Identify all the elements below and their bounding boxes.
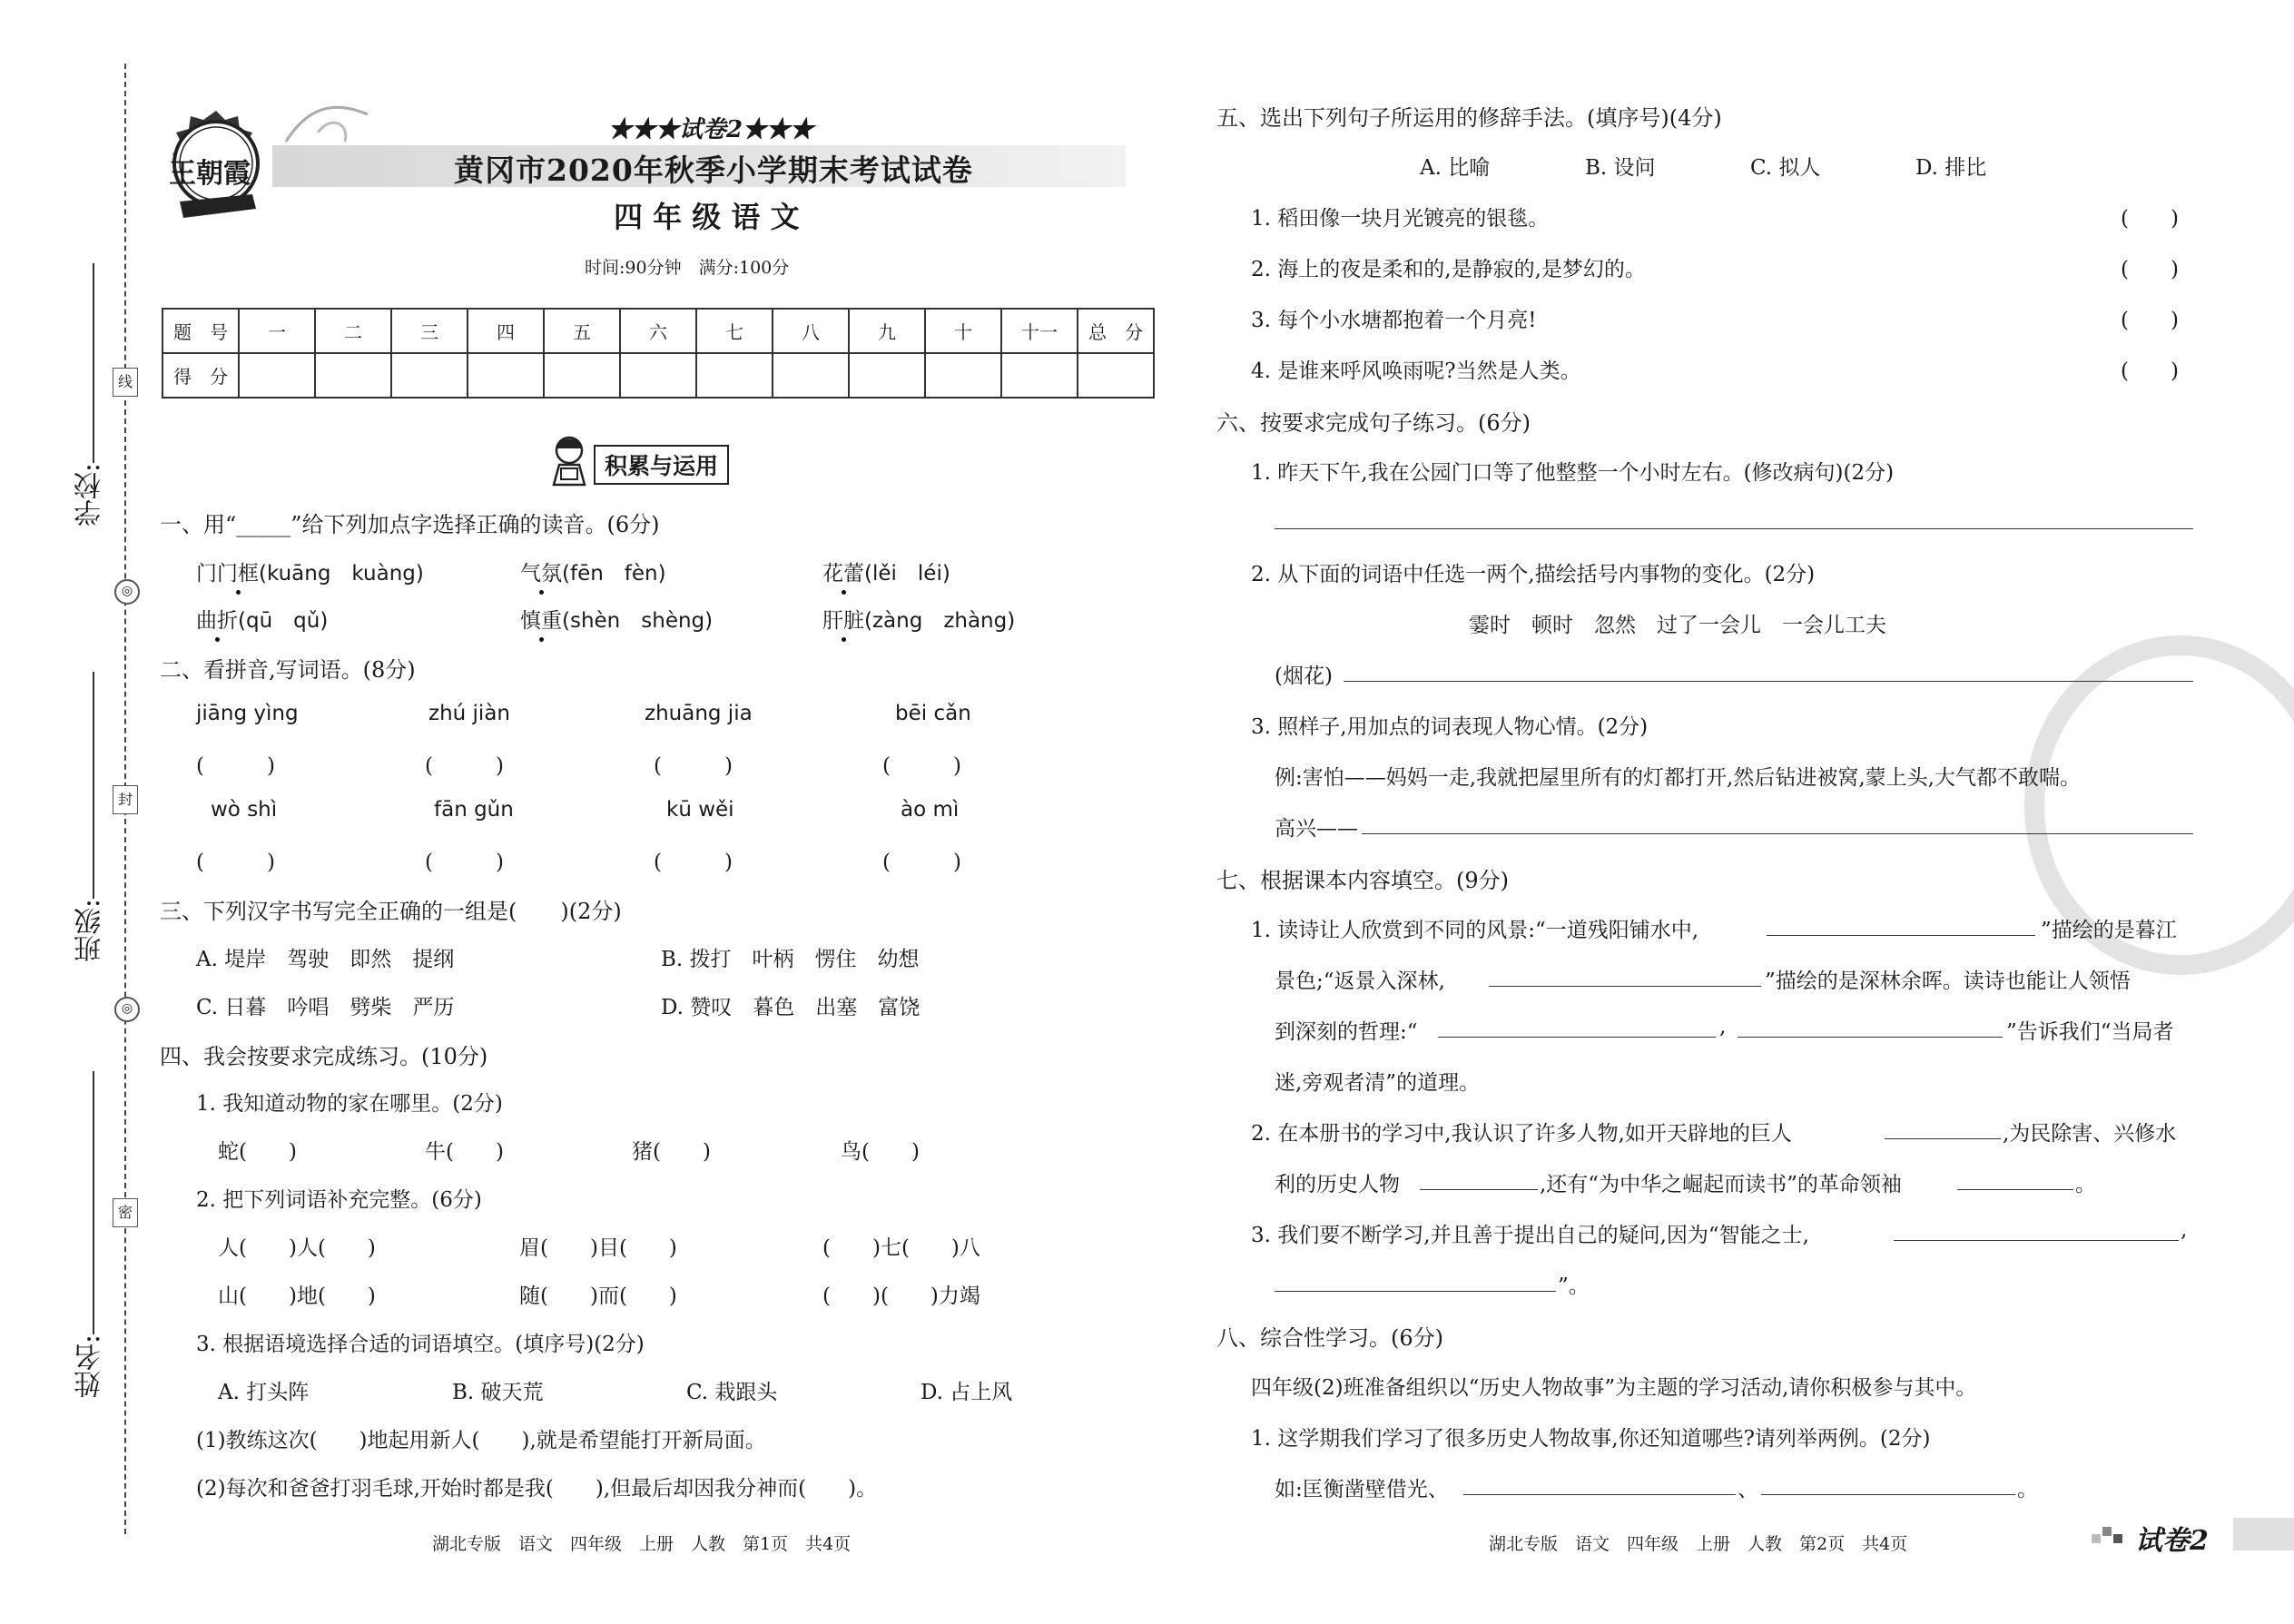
binding-mark-secret: 密 [113, 1198, 138, 1227]
q4-option: D. 占上风 [921, 1381, 1013, 1404]
q6-word-bank: 霎时 顿时 忽然 过了一会儿 一会儿工夫 [1469, 614, 1886, 637]
page-subtitle: 四 年 级 语 文 [614, 200, 800, 234]
q4-animal: 牛( ) [425, 1140, 504, 1164]
name-label: 姓名: [74, 1334, 106, 1399]
q7-text: ”描绘的是暮江 [2041, 919, 2177, 942]
q8-blank[interactable] [1761, 1494, 2015, 1495]
q1-item-char: 门框 [217, 556, 259, 586]
q5-option: A. 比喻 [1420, 156, 1491, 180]
q7-text: 利的历史人物 [1275, 1173, 1400, 1196]
q6-example: 例:害怕——妈妈一走,我就把屋里所有的灯都打开,然后钻进被窝,蒙上头,大气都不敢喘。 [1275, 766, 2081, 790]
q1-item-char: 曲折 [196, 604, 238, 634]
q7-text: ,为民除害、兴修水 [2003, 1122, 2177, 1146]
q2-answer-blank[interactable]: ( ) [425, 754, 504, 778]
q4-idiom: 人( )人( ) [218, 1236, 376, 1260]
q4-animal: 蛇( ) [218, 1140, 297, 1164]
q5-item: 2. 海上的夜是柔和的,是静寂的,是梦幻的。 [1251, 258, 1646, 281]
q1-item-pinyin: (fēn fèn) [562, 562, 666, 586]
q8-end: 。 [2017, 1478, 2038, 1501]
q7-text: 景色;“返景入深林, [1275, 969, 1445, 993]
table-cell: 七 [696, 309, 773, 353]
q7-text: 2. 在本册书的学习中,我认识了许多人物,如开天辟地的巨人 [1251, 1122, 1792, 1146]
q5-answer-paren[interactable]: ( ) [2121, 359, 2179, 383]
q5-option: C. 拟人 [1750, 156, 1821, 180]
q7-text: 1. 读诗让人欣赏到不同的风景:“一道残阳铺水中, [1251, 919, 1699, 942]
q1-item-char: 慎重 [520, 604, 562, 634]
score-input-cell[interactable] [544, 353, 620, 398]
q8-sub1: 1. 这学期我们学习了很多历史人物故事,你还知道哪些?请列举两例。(2分) [1251, 1427, 1931, 1451]
q4-sub2: 2. 把下列词语补充完整。(6分) [196, 1188, 482, 1212]
q8-example: 如:匡衡凿壁借光、 [1275, 1478, 1449, 1501]
q5-item: 1. 稻田像一块月光镀亮的银毯。 [1251, 207, 1550, 231]
q7-blank[interactable] [1894, 1240, 2179, 1241]
q4-sub1: 1. 我知道动物的家在哪里。(2分) [196, 1092, 503, 1116]
footer-squares-icon [2092, 1525, 2122, 1545]
q7-title: 七、根据课本内容填空。(9分) [1216, 868, 1509, 893]
section-banner: 积累与运用 [594, 445, 729, 485]
q3-option-a: A. 堤岸 驾驶 即然 提纲 [196, 948, 455, 971]
binding-hole-icon: ◎ [114, 579, 140, 605]
q6-fireworks-line[interactable] [1344, 681, 2193, 682]
table-cell: 四 [468, 309, 544, 353]
q2-title: 二、看拼音,写词语。(8分) [160, 657, 416, 683]
q8-sep: 、 [1738, 1478, 1758, 1501]
score-input-cell[interactable] [925, 353, 1001, 398]
school-label: 学校: [74, 463, 106, 527]
q3-option-b: B. 拨打 叶柄 愣住 幼想 [661, 948, 920, 971]
score-input-cell[interactable] [391, 353, 468, 398]
score-input-cell[interactable] [620, 353, 696, 398]
table-cell: 十一 [1001, 309, 1078, 353]
q4-option: C. 栽跟头 [686, 1381, 778, 1404]
q5-item: 4. 是谁来呼风唤雨呢?当然是人类。 [1251, 359, 1581, 383]
q7-text: ”描绘的是深林余晖。读诗也能让人领悟 [1765, 969, 2131, 993]
table-cell: 八 [773, 309, 849, 353]
q3-title: 三、下列汉字书写完全正确的一组是( )(2分) [160, 899, 622, 924]
score-input-cell[interactable] [315, 353, 391, 398]
binding-mark-line: 线 [113, 368, 138, 397]
score-input-cell[interactable] [1001, 353, 1078, 398]
binding-mark-seal: 封 [113, 785, 138, 814]
q3-option-d: D. 赞叹 暮色 出塞 富饶 [661, 996, 921, 1019]
q4-title: 四、我会按要求完成练习。(10分) [160, 1044, 488, 1069]
q2-pinyin: fān gǔn [434, 798, 514, 822]
q8-title: 八、综合性学习。(6分) [1216, 1325, 1443, 1351]
binding-hole-icon: ◎ [114, 997, 140, 1022]
q6-happy-line[interactable] [1362, 833, 2193, 834]
q3-option-c: C. 日暮 吟唱 劈柴 严历 [196, 996, 455, 1019]
table-cell: 一 [239, 309, 315, 353]
table-cell: 得 分 [162, 353, 239, 398]
q6-happy-label: 高兴—— [1275, 817, 1358, 841]
ribbon-icon [281, 96, 372, 151]
q6-answer-line[interactable] [1275, 528, 2193, 529]
q4-animal: 鸟( ) [841, 1140, 920, 1164]
q4-sub3: 3. 根据语境选择合适的词语填空。(填序号)(2分) [196, 1333, 645, 1356]
q4-idiom: 山( )地( ) [218, 1284, 376, 1308]
q7-text: 迷,旁观者清”的道理。 [1275, 1071, 1481, 1095]
q7-text: 。 [2075, 1173, 2096, 1196]
q2-answer-blank[interactable]: ( ) [654, 754, 733, 778]
page-title: 黄冈市2020年秋季小学期末考试试卷 [454, 153, 973, 188]
score-input-cell[interactable] [239, 353, 315, 398]
q1-item-pinyin: (kuāng kuàng) [259, 562, 424, 586]
q5-answer-paren[interactable]: ( ) [2121, 258, 2179, 281]
score-input-cell[interactable] [696, 353, 773, 398]
q1-item-pinyin: (zàng zhàng) [864, 609, 1016, 633]
q2-answer-blank[interactable]: ( ) [882, 851, 961, 874]
q1-item-char: 气氛 [520, 556, 562, 586]
q7-blank[interactable] [1489, 986, 1761, 987]
q7-text: , [1719, 1015, 1727, 1038]
q1-item [520, 604, 713, 634]
class-label: 班级: [74, 899, 106, 963]
q1-item [822, 556, 950, 586]
name-underline [93, 1071, 94, 1334]
footer-tag-bar [2233, 1518, 2294, 1550]
q7-text: ,还有“为中华之崛起而读书”的革命领袖 [1540, 1173, 1902, 1196]
q1-title: 一、用“_____”给下列加点字选择正确的读音。(6分) [160, 512, 660, 537]
score-input-cell[interactable] [468, 353, 544, 398]
table-cell: 六 [620, 309, 696, 353]
q6-fireworks-label: (烟花) [1275, 664, 1333, 688]
table-cell: 二 [315, 309, 391, 353]
q2-answer-blank[interactable]: ( ) [425, 851, 504, 874]
q7-text: , [2181, 1218, 2188, 1242]
table-cell: 总 分 [1078, 309, 1154, 353]
paper-badge: ★★★试卷2★★★ [608, 116, 814, 143]
q2-pinyin: jiāng yìng [196, 702, 299, 725]
q4-idiom: 随( )而( ) [519, 1284, 677, 1308]
q7-blank[interactable] [1957, 1189, 2073, 1190]
q2-pinyin: zhú jiàn [428, 702, 510, 725]
q7-blank[interactable] [1420, 1189, 1538, 1190]
table-cell: 五 [544, 309, 620, 353]
footer-paper-tag: 试卷2 [2135, 1525, 2209, 1557]
q7-text: 到深刻的哲理:“ [1275, 1020, 1418, 1044]
q6-title: 六、按要求完成句子练习。(6分) [1216, 410, 1531, 436]
q1-item [196, 604, 328, 634]
school-underline [93, 263, 94, 463]
score-input-cell[interactable] [849, 353, 925, 398]
q8-blank[interactable] [1463, 1494, 1736, 1495]
score-input-cell[interactable] [1078, 353, 1154, 398]
q5-item: 3. 每个小水塘都抱着一个月亮! [1251, 309, 1537, 332]
q6-sub2: 2. 从下面的词语中任选一两个,描绘括号内事物的变化。(2分) [1251, 563, 1816, 586]
q1-item-pinyin: (lěi léi) [864, 562, 950, 586]
q5-answer-paren[interactable]: ( ) [2121, 309, 2179, 332]
q4-line2: (2)每次和爸爸打羽毛球,开始时都是我( ),但最后却因我分神而( )。 [196, 1477, 878, 1501]
q4-idiom: ( )( )力竭 [822, 1284, 980, 1308]
q8-intro: 四年级(2)班准备组织以“历史人物故事”为主题的学习活动,请你积极参与其中。 [1251, 1376, 1977, 1400]
q2-answer-blank[interactable]: ( ) [196, 851, 275, 874]
table-cell: 三 [391, 309, 468, 353]
q7-blank[interactable] [1885, 1138, 2001, 1139]
q1-item-pinyin: (shèn shèng) [562, 609, 714, 633]
table-cell: 题 号 [162, 309, 239, 353]
score-input-cell[interactable] [773, 353, 849, 398]
q2-pinyin: bēi cǎn [895, 702, 971, 725]
q7-text: 3. 我们要不断学习,并且善于提出自己的疑问,因为“智能之士, [1251, 1224, 1809, 1247]
q7-blank[interactable] [1275, 1291, 1556, 1292]
q6-sub1: 1. 昨天下午,我在公园门口等了他整整一个小时左右。(修改病句)(2分) [1251, 461, 1895, 485]
q7-text: ”。 [1558, 1275, 1590, 1298]
q5-answer-paren[interactable]: ( ) [2121, 207, 2179, 231]
footer-left: 湖北专版 语文 四年级 上册 人教 第1页 共4页 [432, 1534, 852, 1554]
q4-idiom: ( )七( )八 [822, 1236, 980, 1260]
q7-blank[interactable] [1767, 935, 2035, 936]
q4-animal: 猪( ) [632, 1140, 711, 1164]
q7-blank[interactable] [1438, 1037, 1716, 1038]
q4-option: A. 打头阵 [218, 1381, 310, 1404]
q2-answer-blank[interactable]: ( ) [196, 754, 275, 778]
q2-pinyin: ào mì [901, 798, 960, 822]
q7-blank[interactable] [1738, 1037, 2003, 1038]
q4-idiom: 眉( )目( ) [519, 1236, 677, 1260]
class-underline [93, 672, 94, 899]
footer-right: 湖北专版 语文 四年级 上册 人教 第2页 共4页 [1489, 1534, 1908, 1554]
q1-item [520, 556, 666, 586]
q2-answer-blank[interactable]: ( ) [654, 851, 733, 874]
q2-pinyin: kū wěi [666, 798, 734, 822]
q6-sub3: 3. 照样子,用加点的词表现人物心情。(2分) [1251, 715, 1649, 739]
table-cell: 九 [849, 309, 925, 353]
q5-title: 五、选出下列句子所运用的修辞手法。(填序号)(4分) [1216, 105, 1722, 131]
q5-option: D. 排比 [1915, 156, 1987, 180]
score-table [162, 308, 1155, 399]
q1-item [822, 604, 1015, 634]
score-table-header-row [162, 309, 1154, 353]
q7-text: ”告诉我们“当局者 [2006, 1020, 2174, 1044]
table-cell: 十 [925, 309, 1001, 353]
time-info: 时间:90分钟 满分:100分 [585, 258, 790, 278]
score-table-score-row [162, 353, 1154, 398]
q1-item-pinyin: (qū qǔ) [238, 609, 329, 633]
q1-item: 门门框(kuāng kuàng) [196, 556, 424, 586]
q1-item-char: 花蕾 [822, 556, 864, 586]
q1-item-char: 肝脏 [822, 604, 864, 634]
q4-line1: (1)教练这次( )地起用新人( ),就是希望能打开新局面。 [196, 1429, 766, 1452]
q2-pinyin: wò shì [211, 798, 278, 822]
logo-text: 王朝霞 [169, 158, 251, 190]
q2-answer-blank[interactable]: ( ) [882, 754, 961, 778]
q2-pinyin: zhuāng jia [645, 702, 753, 725]
q4-option: B. 破天荒 [452, 1381, 544, 1404]
q5-option: B. 设问 [1585, 156, 1656, 180]
girl-reading-icon [548, 434, 590, 487]
